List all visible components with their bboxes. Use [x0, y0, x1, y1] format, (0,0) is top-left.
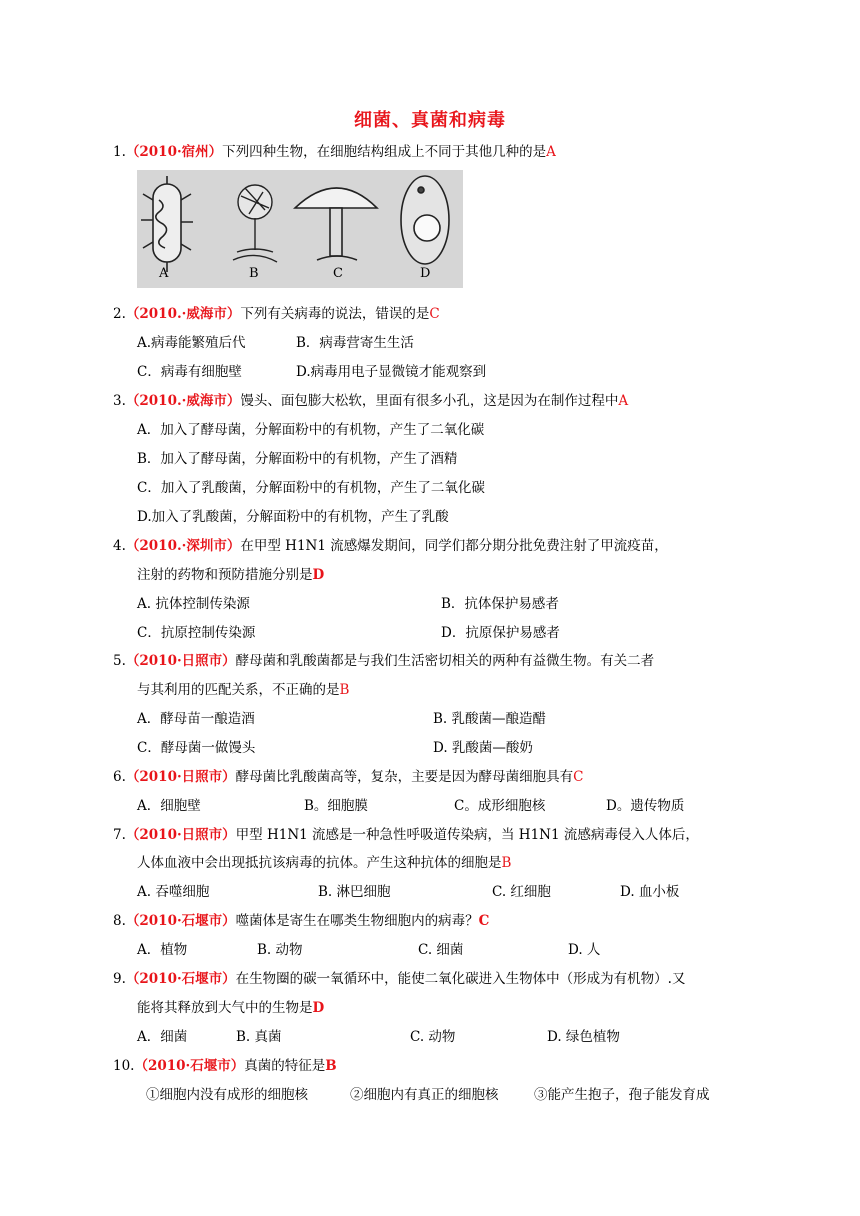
option: D．抗原保护易感者	[441, 625, 560, 641]
question-3: 3.（2010.·威海市）馒头、面包膨大松软，里面有很多小孔，这是因为在制作过程中A	[113, 393, 629, 409]
question-6: 6.（2010·日照市）酵母菌比乳酸菌高等，复杂，主要是因为酵母菌细胞具有C	[113, 769, 584, 785]
option: C．病毒有细胞壁	[137, 364, 242, 380]
question-7-cont: 人体血液中会出现抵抗该病毒的抗体。产生这种抗体的细胞是B	[137, 855, 512, 871]
question-source: （2010·石堰市）	[125, 913, 236, 929]
answer: B	[339, 682, 350, 698]
option: D. 绿色植物	[547, 1029, 620, 1045]
organism-illustration	[137, 170, 463, 288]
question-source: （2010·日照市）	[125, 769, 236, 785]
question-source: （2010·日照市）	[125, 827, 236, 843]
question-2: 2.（2010.·威海市）下列有关病毒的说法，错误的是C	[113, 306, 440, 322]
option: A．加入了酵母菌，分解面粉中的有机物，产生了二氧化碳	[137, 422, 485, 438]
answer: C	[478, 913, 490, 929]
question-9-cont: 能将其释放到大气中的生物是D	[137, 1000, 325, 1016]
option: B。细胞膜	[304, 798, 368, 814]
answer: A	[546, 144, 556, 160]
question-source: （2010.·深圳市）	[125, 538, 241, 554]
option: A.病毒能繁殖后代	[137, 335, 246, 351]
option: B．抗体保护易感者	[441, 596, 559, 612]
question-source: （2010.·威海市）	[125, 393, 241, 409]
answer: D	[312, 567, 325, 583]
answer: C	[429, 306, 440, 322]
option: C．抗原控制传染源	[137, 625, 256, 641]
question-1: 1.（2010·宿州）下列四种生物，在细胞结构组成上不同于其他几种的是A	[113, 144, 556, 160]
answer: C	[573, 769, 584, 785]
question-5-cont: 与其利用的匹配关系，不正确的是B	[137, 682, 350, 698]
organism-figure	[137, 170, 463, 288]
option: C。成形细胞核	[454, 798, 546, 814]
option: D. 乳酸菌—酸奶	[433, 740, 533, 756]
option: B. 动物	[257, 942, 303, 958]
option: A. 抗体控制传染源	[137, 596, 250, 612]
option: B. 乳酸菌—酿造醋	[433, 711, 547, 727]
option: ①细胞内没有成形的细胞核	[146, 1087, 308, 1103]
option: A．细菌	[137, 1029, 188, 1045]
option: C．加入了乳酸菌，分解面粉中的有机物，产生了二氧化碳	[137, 480, 485, 496]
figure-label-c: C	[333, 266, 343, 281]
option: A．酵母苗一酿造酒	[137, 711, 255, 727]
option: C. 动物	[410, 1029, 456, 1045]
option: D.加入了乳酸菌，分解面粉中的有机物，产生了乳酸	[137, 509, 449, 525]
question-4: 4.（2010.·深圳市）在甲型 H1N1 流感爆发期间，同学们都分期分批免费注射了甲流疫苗，	[113, 538, 668, 554]
option: D. 血小板	[620, 884, 680, 900]
question-7: 7.（2010·日照市）甲型 H1N1 流感是一种急性呼吸道传染病，当 H1N1 流感病毒侵入人体后，	[113, 827, 699, 843]
question-10: 10.（2010·石堰市）真菌的特征是B	[113, 1058, 337, 1074]
question-9: 9.（2010·石堰市）在生物圈的碳一氧循环中，能使二氧化碳进入生物体中（形成为有机物）.又	[113, 971, 686, 987]
answer: B	[501, 855, 512, 871]
page-title: 细菌、真菌和病毒	[354, 110, 506, 131]
figure-label-b: B	[249, 266, 259, 281]
question-4-cont: 注射的药物和预防措施分别是D	[137, 567, 325, 583]
answer: A	[618, 393, 629, 409]
option: A．植物	[137, 942, 188, 958]
option: ③能产生抱子，孢子能发育成	[534, 1087, 710, 1103]
option: B．病毒营寄生生活	[296, 335, 414, 351]
figure-label-a: A	[159, 266, 169, 281]
question-source: （2010·宿州）	[125, 144, 223, 160]
question-source: （2010·石堰市）	[125, 971, 236, 987]
option: C．酵母菌一做馒头	[137, 740, 256, 756]
option: A. 吞噬细胞	[137, 884, 210, 900]
answer: B	[325, 1058, 337, 1074]
option: ②细胞内有真正的细胞核	[350, 1087, 499, 1103]
option: C. 红细胞	[492, 884, 551, 900]
question-source: （2010.·威海市）	[125, 306, 241, 322]
question-source: （2010·石堰市）	[134, 1058, 245, 1074]
option: B. 淋巴细胞	[318, 884, 391, 900]
question-5: 5.（2010·日照市）酵母菌和乳酸菌都是与我们生活密切相关的两种有益微生物。有关二者	[113, 653, 655, 669]
option: B. 真菌	[236, 1029, 282, 1045]
option: C. 细菌	[418, 942, 464, 958]
option: D. 人	[568, 942, 601, 958]
option: A．细胞壁	[137, 798, 201, 814]
question-8: 8.（2010·石堰市）噬菌体是寄生在哪类生物细胞内的病毒？C	[113, 913, 490, 929]
question-source: （2010·日照市）	[125, 653, 236, 669]
option: D。遗传物质	[606, 798, 685, 814]
figure-label-d: D	[420, 266, 431, 281]
option: B．加入了酵母菌，分解面粉中的有机物，产生了酒精	[137, 451, 458, 467]
answer: D	[312, 1000, 325, 1016]
option: D.病毒用电子显微镜才能观察到	[296, 364, 487, 380]
